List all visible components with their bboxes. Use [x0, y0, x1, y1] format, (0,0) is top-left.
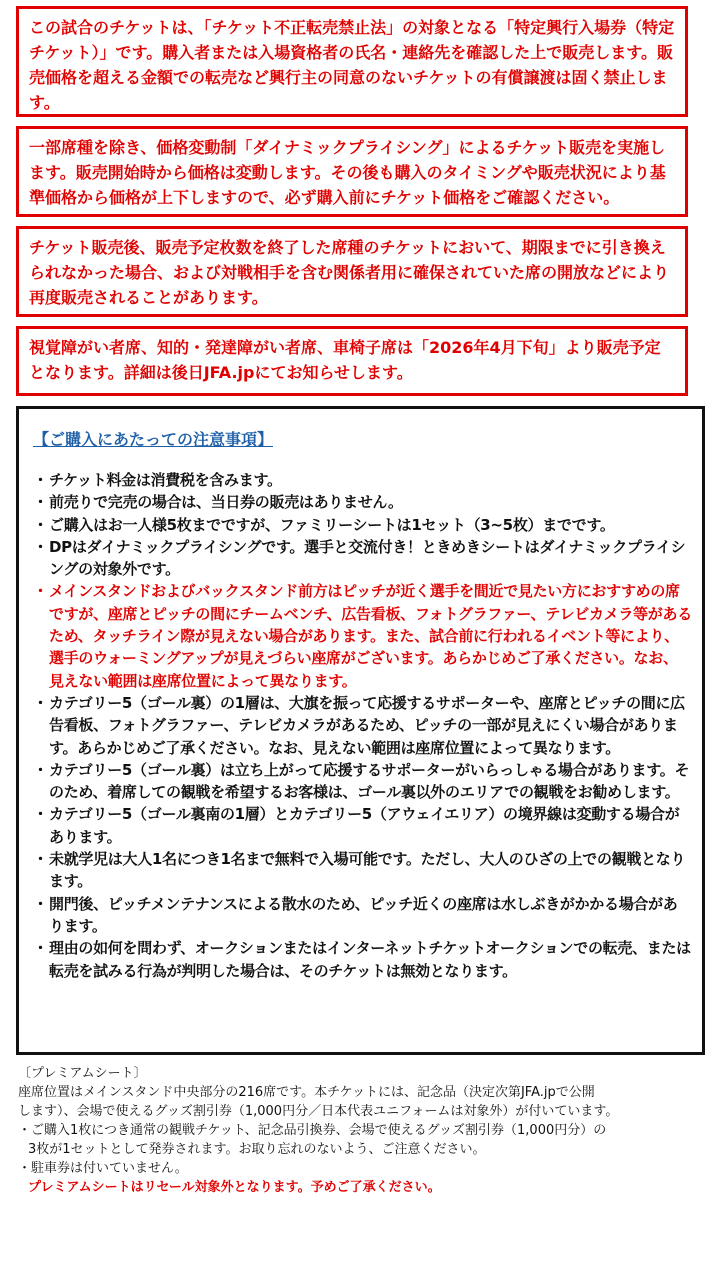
premium-seat-line-1: 座席位置はメインスタンド中央部分の216席です。本チケットには、記念品（決定次第JFA.jpで公開 [18, 1085, 595, 1100]
caution-item-category5-lower: ・ カテゴリー5（ゴール裏）の1層は、大旗を振って応援するサポーターや、座席とピッチの間に広告看板、フォトグラファー、テレビカメラがあるため、ピッチの一部が見えにくい場合があります。あらかじめご了承ください。なお、見えない範囲は座席位置によって異なります。 [33, 692, 692, 759]
notice-accessible-seats: 視覚障がい者席、知的・発達障がい者席、車椅子席は「2026年4月下旬」より販売予定となります。詳細は後日JFA.jpにてお知らせします。 [16, 326, 688, 396]
caution-item-sold-out: ・ 前売りで完売の場合は、当日券の販売はありません。 [33, 491, 692, 513]
premium-seat-section [18, 1064, 708, 1197]
caution-item-preschool: ・ 未就学児は大人1名につき1名まで無料で入場可能です。ただし、大人のひざの上での観戦となります。 [33, 848, 692, 893]
notice-resale-after-sales: チケット販売後、販売予定枚数を終了した席種のチケットにおいて、期限までに引き換えられなかった場合、および対戦相手を含む関係者用に確保されていた席の開放などにより再度販売されることがあります。 [16, 226, 688, 317]
premium-seat-line-2: します）、会場で使えるグッズ割引券（1,000円分／日本代表ユニフォームは対象外）が付いています。 [18, 1104, 619, 1119]
caution-item-category5-standing: ・ カテゴリー5（ゴール裏）は立ち上がって応援するサポーターがいらっしゃる場合があります。そのため、着席しての観戦を希望するお客様は、ゴール裏以外のエリアでの観戦をお勧めします。 [33, 759, 692, 804]
premium-seat-line-5: ・駐車券は付いていません。 [18, 1161, 188, 1176]
caution-item-view-obstruction: ・ メインスタンドおよびバックスタンド前方はピッチが近く選手を間近で見たい方におすすめの席ですが、座席とピッチの間にチームベンチ、広告看板、フォトグラファー、テレビカメラ等があるため、タッチライン際が見えない場合があります。また、試合前に行われるイベント等により、選手のウォーミングアップが見えづらい座席がございます。あらかじめご了承ください。なお、見えない範囲は座席位置によって異なります。 [33, 580, 692, 691]
notice-anti-resale: この試合のチケットは、「チケット不正転売禁止法」の対象となる「特定興行入場券（特定チケット）」です。購入者または入場資格者の氏名・連絡先を確認した上で販売します。販売価格を超える金額での転売など興行主の同意のないチケットの有償譲渡は固く禁止します。 [16, 6, 688, 117]
notice-dynamic-pricing: 一部席種を除き、価格変動制「ダイナミックプライシング」によるチケット販売を実施します。販売開始時から価格は変動します。その後も購入のタイミングや販売状況により基準価格から価格が上下しますので、必ず購入前にチケット価格をご確認ください。 [16, 126, 688, 217]
caution-item-category5-boundary: ・ カテゴリー5（ゴール裏南の1層）とカテゴリー5（アウェイエリア）の境界線は変動する場合があります。 [33, 803, 692, 848]
premium-seat-line-3: ・ご購入1枚につき通常の観戦チケット、記念品引換券、会場で使えるグッズ割引券（1,000円分）の [18, 1123, 607, 1138]
caution-item-dp: ・ DPはダイナミックプライシングです。選手と交流付き！ときめきシートはダイナミックプライシングの対象外です。 [33, 536, 692, 581]
premium-seat-title: 〔プレミアムシート〕 [18, 1066, 147, 1081]
purchase-cautions-list [33, 469, 692, 982]
caution-item-purchase-limit: ・ ご購入はお一人様5枚までですが、ファミリーシートは1セット（3~5枚）までです。 [33, 514, 692, 536]
caution-item-watering: ・ 開門後、ピッチメンテナンスによる散水のため、ピッチ近くの座席は水しぶきがかかる場合があります。 [33, 893, 692, 938]
purchase-cautions-title: 【ご購入にあたっての注意事項】 [33, 430, 274, 449]
caution-item-auction: ・ 理由の如何を問わず、オークションまたはインターネットチケットオークションでの転売、または転売を試みる行為が判明した場合は、そのチケットは無効となります。 [33, 937, 692, 982]
purchase-cautions-box [16, 406, 705, 1055]
premium-seat-resale-note: プレミアムシートはリセール対象外となります。予めご了承ください。 [28, 1180, 441, 1195]
caution-item-tax: ・ チケット料金は消費税を含みます。 [33, 469, 692, 491]
premium-seat-line-4: 3枚が1セットとして発券されます。お取り忘れのないよう、ご注意ください。 [28, 1142, 486, 1157]
